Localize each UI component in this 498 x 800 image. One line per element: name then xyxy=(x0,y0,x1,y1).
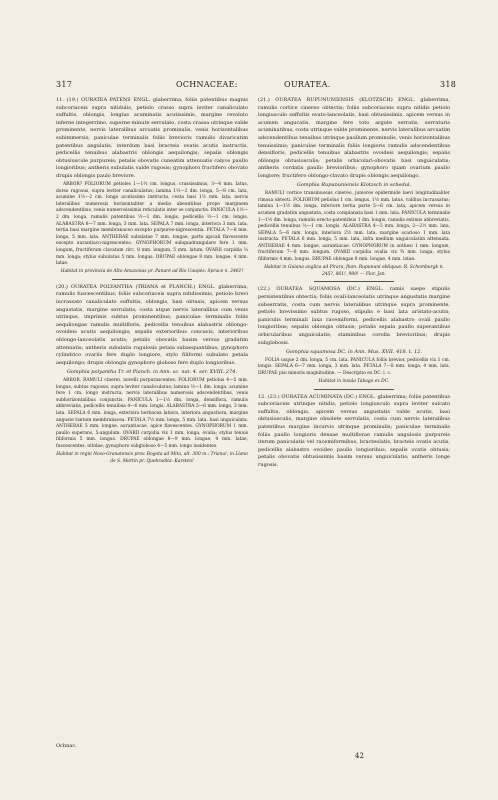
genus-title: OURATEA. xyxy=(284,80,331,89)
habitat-note: Habitat in insula Tabago ex DC. xyxy=(318,378,390,384)
section-divider xyxy=(112,279,192,280)
section-divider xyxy=(314,389,394,390)
page-number-left: 317 xyxy=(56,80,73,89)
species-diagnosis: 11. (19.) OURATEA PATENS ENGL. glaberrima; foliis patentibus magnis subcoriaceis supra nitidulis, petiolo crasso supra leviter canaliculato suffultis, oblongis, longius acuminatis acutissimis, margine revoluto inferne integerrimo, superne minute serrulato, costa crassa utrinque valde prominente, nervis lateralibus arcuatis prominulis, venis horizontalibus subimmersis; paniculae terminalis foliis brevioris ramulis divaricatim patentibus angulatis, interdum basi bracteis ovatis acutis instructis, pedicellis tenuibus alabastris oblongis aequilongis; sepalis oblongis obtusiuscule purpureis; petalis obovatis cuneatim attenuatis calyce paullo longioribus; antheris subulatis valde rugosis; gynophoro fructifero obovato drupis oblongis paulo breviore. xyxy=(56,97,248,179)
species-description: RAMULI cortice transinuosus cinereo, juniores epidermide laevi longitudinaliter rimosa obtecti. FOLIORUM petiolus 1 cm. longus, 1½ mm. latus, valdius incrassatus; lamina 1—1½ dm. longa, inferiore tertia parte 5—6 cm. lata, apicem versus in acumen gradatim angustata, costa complanata basi 1 mm. lata. PANICULA terminalis 1—1½ dm. longa, ramulis erecto-patentibus 1 dm. longis, ramulis extimis abbreviatis, pedicellis tenuibus ½—1 cm. longis. ALABASTRA 4—5 mm. longa, 2—2½ mm. lata. SEPALA 5—6 mm. longa, interiora 2½ mm. lata, margine scarioso 1 mm. lata instructa. PETALA 6 mm. longa, 5 mm. lata, infra medium unguiculatim attenuata. ANTHERAE 4 mm. longae, aurantiacae. GYNOPHORUM in anthesi 1 mm. longum, fructiferum 7—8 mm. longum. OVARII carpidia ovalia vix ¾ mm. longa; stylus filiformis 4 mm. longus. DRUPAE oblongae 8 mm. longae, 4 mm. latae. xyxy=(258,191,450,263)
habitat-note: Habitat in Guiana anglica ad Pirara, flum. Rupununi obliquus: R. Schomburgk n. 245?, 861!, 980! — Flor. Jan. xyxy=(264,265,444,277)
printer-signature: Ochnac. xyxy=(56,743,77,749)
left-column xyxy=(56,97,248,467)
synonym-citation: Gomphia squamosa DC. in Ann. Mus. XVII. 418. t. 12. xyxy=(286,348,422,355)
synonym-citation: Gomphia polyantha Tr. et Planch. in Ann. sc. nat. 4. ser. XVIII. 274. xyxy=(66,368,238,375)
species-description: ARBOR. RAMULI cinerei, novelli purpurascentes. FOLIORUM petiolus 4—5 mm. longus, subtus rugosus, supra leviter canaliculatus; lamina ½—1 dm. longa, acumine fere 1 cm. longo instructa, nervis lateralibus numerosis adscendentibus, venis subhorizontalibus conjunctis. PANICULA 1—1½ dm. longa, densiflora, ramulis abbreviatis, pedicellis tenuibus 4—6 mm. longis. ALABASTRA 5—6 mm. longa, 3 mm. lata. SEPALA 6 mm. longa, exteriora herbacea latiora, interiora angustiora, margine anguste tantum membranacea. PETALA 7½ mm. longa, 5 mm. lata, basi unguiculata. ANTHERAE 5 mm. longae, aurantiacae, apice flavescentes. GYNOPHORUM 1 mm. paullo superans, 5-angulum. OVARII carpidia vix 1 mm. longa, ovalia; stylus tenuis filiformis 5 mm. longus. DRUPAE oblongae 8—9 mm. longae, 4 mm. latae, fuscescentes, nitidae, gynophoro subgloboso 4—5 mm. longo insidentes. xyxy=(56,377,248,449)
species-description: FOLIA usque 2 dm. longa, 5 cm. lata. PANICULA foliis brevior, pedicellis vix 1 cm. longis. SEPALA 6—7 mm. longa, 3 mm. lata. PETALA 7—8 mm. longa, 4 mm. lata. DRUPAE pisi minoris magnitudine. — Descriptio ex DC. l. c. xyxy=(258,357,450,376)
habitat-note: Habitat in provincia de Alto Amazonas pr. Panuré ad Rio Uaupés: Spruce n. 2461! xyxy=(60,269,244,275)
species-diagnosis: (20.) OURATEA POLYANTHA (TRIANA et PLANCH.) ENGL. glaberrima, ramulis fuscescentibus; foliis subcoriaceis supra nitidissimis, petiolo brevi incrassato canaliculato suffultis, oblongis, basi obtusis, apicem versus angustatis, margine serrulatis, costa atque nervis lateralibus cum venis utrinque, imprimis subtus prominentibus; paniculae terminalis foliis aequilongae ramulis multifloris, pedicellis tenuibus alabastris oblongo-ovoideis acutis aequilongis; sepalis exterioribus concavis, interioribus oblongo-lanceolatis acutis; petalis obovatis basim versus gradatim attenuatis; antheris subulatis rugulosis petala subaequantibus; gynophoro cylindrico ovariis fere duplo longiore, stylo filiformi subulato petala aequilongo; drupis oblongis gynophoro globoso fere duplo longioribus. xyxy=(56,283,248,366)
synonym-citation: Gomphia Rupununiensis Klotzsch in schedul. xyxy=(296,182,412,189)
section-divider xyxy=(314,281,394,282)
species-diagnosis: (21.) OURATEA RUPUNUNIENSIS (KLOTZSCH) ENGL. glaberrima, ramulis cortice cinereo obtectis; foliis subcoriaceis supra nitidis petiolo longiusculo suffultis ovato-lanceolatis, basi obtusissimis, apicem versus in acumen angucatis, margine fere toto argute serratis, serraturis acuminatibus, costa utrinque valde prominente, nervis lateralibus arcuatim adscendentibus tenuibus utrinque paullum prominulis, venis horizontalibus tenuissimis; paniculae terminalis foliis longioris ramulis adscendentibus densifloris, pedicellis tenuibus alabastris ovoideis aequilongis; sepalis oblongis obtusiusculis; petalis orbiculari-obovatis basi unguiculatis; antheris cordatis paullo brevioribus; gynophoro quam ovarium paullo longiore; fructifero oblongo-clavato drupis oblongis aequilongo. xyxy=(258,97,450,179)
habitat-note: Habitat in regni Novo-Granatensis prov. Bogota ad Mita, alt. 300 m.: Triana!; in Llano de S. Martin pr. Quebradita: Karsten! xyxy=(56,452,248,464)
running-header xyxy=(56,80,456,90)
species-diagnosis: (22.) OURATEA SQUAMOSA (DC.) ENGL. ramis saepe stipulis persistentibus obtectis; foliis ovali-lanceolatis utrinque angustatis margine subserratis, costa cum nervis lateralibus utrinque supra prominente, petiolo brevissimo subtus rugoso, stipulis e basi lata aristato-acutis; paniculis terminali laxa racemiformi, pedicellis alabastro ovali paullo longioribus; sepalis oblongis obtusis; petalis sepala paullo superantibus orbicularibus unguiculatis; staminibus corolla brevioribus; drupis subglobosis. xyxy=(258,286,450,346)
family-title: OCHNACEAE: xyxy=(176,80,238,89)
species-diagnosis: 12. (23.) OURATEA ACUMINATA (DC.) ENGL. glaberrima; foliis patentibus subcoriaceis utrinque nitidis, petiolo longiusculo supra leviter sulcato suffultis, oblongis, apicem versus angustatis valde acutis, basi obtusiusculis, margine obsolete serrulatis, costa cum nervis lateralibus patentibus margine incurvis utrinque prominulis; paniculae terminalis foliis paullo longioris densae multiflorae ramulis angulosis purpureis iterum paniculatis vel racemiformibus, bracteolatis, bracteis ovatis acutis, pedicellis alabastro ovoideo paullo longioribus; sepalis ovatis obtusis; petalis obovatis obtusissimis basim versus unguiculatis; antheris longe rugosis. xyxy=(258,393,450,468)
sheet-number: 42 xyxy=(355,752,364,760)
page-number-right: 318 xyxy=(440,80,457,89)
right-column xyxy=(258,97,450,471)
species-description: ARBOR? FOLIORUM petioles 1—1½ cm. longus, crassissimus, 3—4 mm. latus, dorso rugosus, supra leviter canaliculatus; lamina 1½—2 dm. longa, 5—8 cm. lata, acumine 1½—2 cm. longo acutissimo instructa, costa basi 1½ mm. lata, nervis lateralibus numerosis horizontaliter a medio abeuntibus prope marginem adscendentibus, venis numerosissimis reticulatis inter se conjunctis. PANICULA 1½—2 dm. longa, ramulis patentibus ½—1 dm. longis, pedicellis ½—1 cm. longis. ALABASTRA 6—7 mm. longa, 3 mm. lata. SEPALA 7 mm. longa, interiora 3 mm. lata, tertia basi margine membranaceo excepto purpureo-nigrescentia. PETALA 7—8 mm. longa, 5 mm. lata. ANTHERAE subulatae 7 mm. longae, parte apicali flavescente excepto aurantiaco-nigrescentes. GYNOPHORUM subquadrangulare fere 1 mm. longum, fructiferum clavatum circ. 8 mm. longum, 5 mm. latum. OVARII carpidia ⅓ mm. longa; stylus subulatus 5 mm. longus. DRUPAE oblongae 8 mm. longae, 4 mm. latae. xyxy=(56,182,248,267)
